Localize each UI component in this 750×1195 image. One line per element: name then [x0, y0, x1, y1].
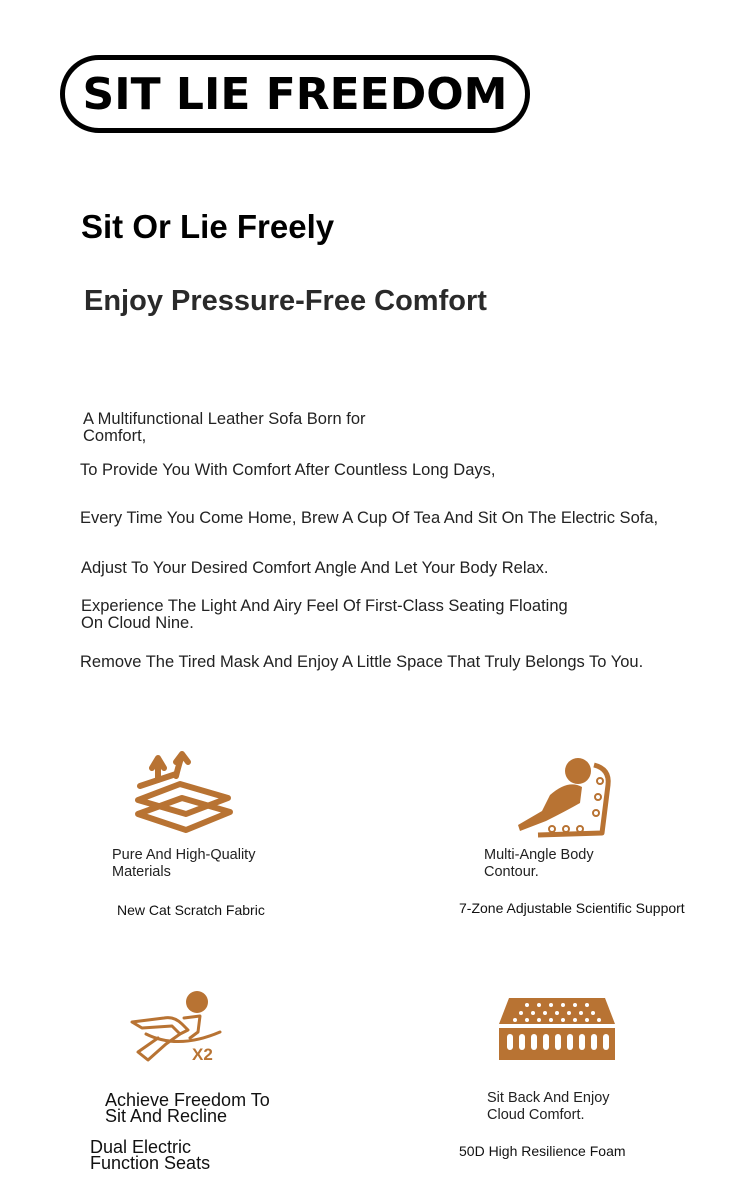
page-subtitle: Enjoy Pressure-Free Comfort	[84, 285, 487, 317]
feature-contour-title-line-2: Contour.	[484, 864, 539, 880]
feature-foam-title-line-2: Cloud Comfort.	[487, 1107, 585, 1123]
feature-recline-title	[105, 1092, 270, 1124]
paragraph-3: Every Time You Come Home, Brew A Cup Of Tea And Sit On The Electric Sofa,	[80, 509, 659, 527]
paragraph-4: Adjust To Your Desired Comfort Angle And Let Your Body Relax.	[81, 559, 549, 577]
paragraph-6: Remove The Tired Mask And Enjoy A Little Space That Truly Belongs To You.	[80, 653, 644, 671]
paragraph-5-line-2: On Cloud Nine.	[81, 614, 194, 632]
paragraph-2: To Provide You With Comfort After Countless Long Days,	[80, 461, 496, 479]
page-title: Sit Or Lie Freely	[81, 208, 335, 245]
feature-recline-title-line-2: Sit And Recline	[105, 1106, 228, 1126]
paragraph-1-line-1: A Multifunctional Leather Sofa Born for	[83, 410, 366, 428]
feature-materials-title	[112, 847, 255, 881]
paragraph-5-line-1: Experience The Light And Airy Feel Of First-Class Seating Floating	[81, 597, 568, 615]
feature-contour-subtitle: 7-Zone Adjustable Scientific Support	[459, 900, 685, 916]
feature-contour-title	[484, 847, 594, 881]
reclining-person-icon	[510, 755, 615, 840]
feature-recline-subtitle-line-2: Function Seats	[90, 1153, 211, 1173]
feature-foam-title	[487, 1090, 610, 1124]
feature-recline-title-line-1: Achieve Freedom To	[105, 1090, 270, 1110]
feature-materials-title-line-2: Materials	[112, 864, 171, 880]
feature-materials-subtitle: New Cat Scratch Fabric	[117, 902, 265, 918]
feature-materials-title-line-1: Pure And High-Quality	[112, 847, 256, 863]
feature-foam-title-line-1: Sit Back And Enjoy	[487, 1090, 610, 1106]
paragraph-1-line-2: Comfort,	[83, 427, 147, 445]
brand-logo	[60, 55, 530, 133]
paragraph-5	[81, 598, 568, 632]
feature-recline-subtitle-line-1: Dual Electric	[90, 1137, 192, 1157]
feature-recline-subtitle	[90, 1139, 210, 1171]
paragraph-1	[83, 411, 366, 445]
foam-block-icon	[497, 996, 617, 1062]
recline-x2-icon	[128, 988, 228, 1068]
recline-x2-label: X2	[192, 1045, 213, 1064]
brand-logo-text: SIT LIE FREEDOM	[82, 68, 508, 120]
layered-fabric-icon	[130, 752, 240, 842]
feature-contour-title-line-1: Multi-Angle Body	[484, 847, 594, 863]
feature-foam-subtitle: 50D High Resilience Foam	[459, 1143, 626, 1159]
